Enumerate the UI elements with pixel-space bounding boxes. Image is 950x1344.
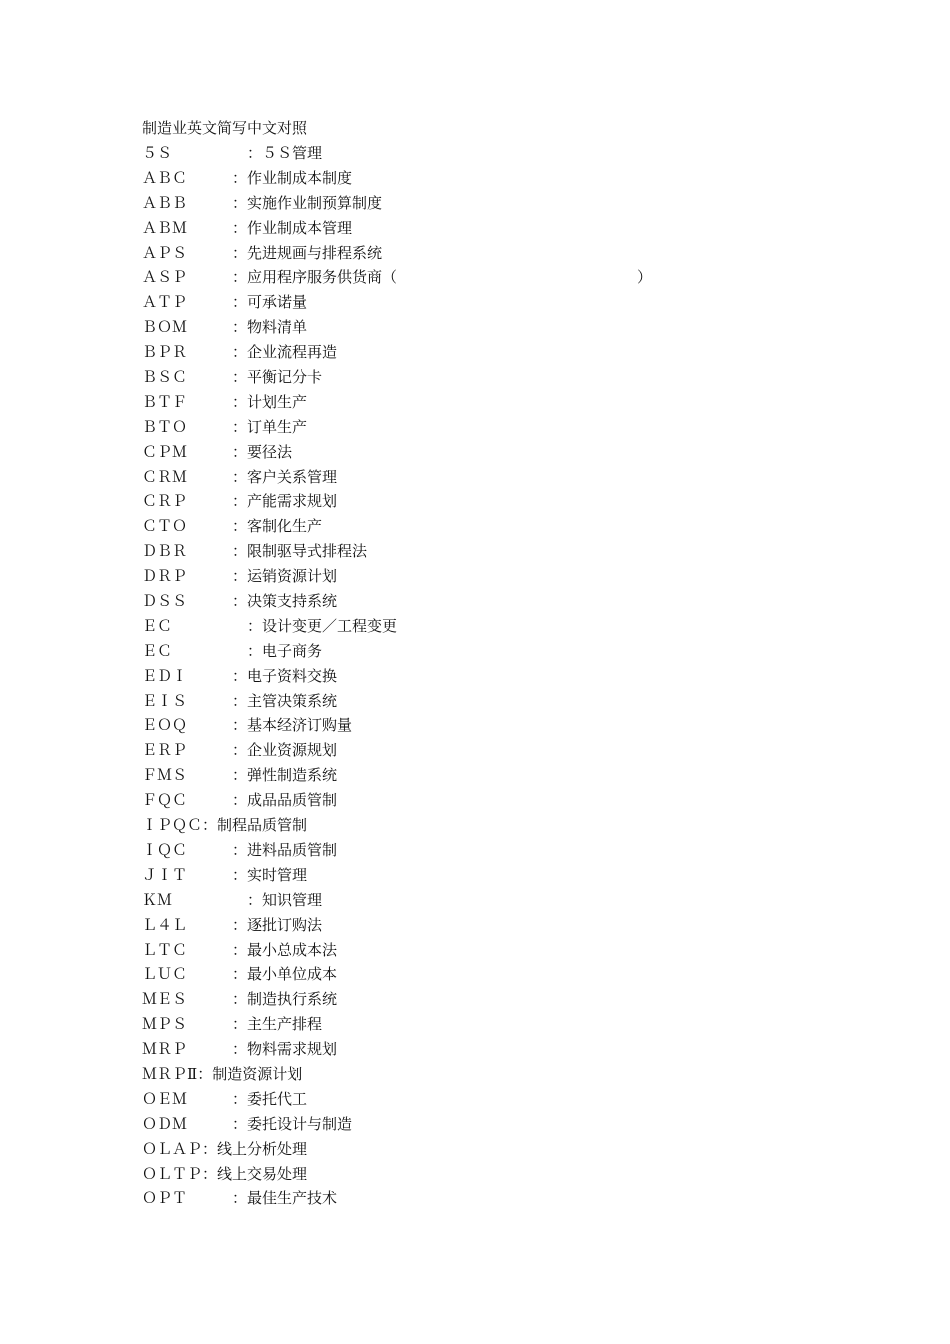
list-item: ＦＭＳ ：弹性制造系统: [142, 766, 338, 785]
list-item: ＯＬＡＰ：线上分析处理: [142, 1139, 308, 1158]
list-item: ＥＲＰ ：企业资源规划: [142, 741, 338, 760]
list-item: ＢＳＣ ：平衡记分卡: [142, 368, 323, 387]
list-item: ＡＳＰ ：应用程序服务供货商（ ）: [142, 268, 653, 287]
list-item: ＢＯＭ ：物料清单: [142, 318, 308, 337]
list-item: ＭＲＰ ：物料需求规划: [142, 1040, 338, 1059]
list-item: ＡＰＳ ：先进规画与排程系统: [142, 243, 383, 262]
abbreviation-list: [142, 142, 842, 1212]
list-item: ＣＰＭ ：要径法: [142, 442, 293, 461]
list-item: ＤＲＰ ：运销资源计划: [142, 567, 338, 586]
list-item: ＩＰＱＣ：制程品质管制: [142, 816, 308, 835]
list-item: ＣＴＯ ：客制化生产: [142, 517, 323, 536]
list-item: ＢＴＯ ：订单生产: [142, 417, 308, 436]
list-item: Ｌ４Ｌ ：逐批订购法: [142, 915, 323, 934]
list-item: ＥＯＱ ：基本经济订购量: [142, 716, 353, 735]
list-item: ＯＤＭ ：委托设计与制造: [142, 1114, 353, 1133]
list-item: ＬＴＣ ：最小总成本法: [142, 940, 338, 959]
list-item: ＯＰＴ ：最佳生产技术: [142, 1189, 338, 1208]
list-item: ＤＳＳ ：决策支持系统: [142, 592, 338, 611]
list-item: ＦＱＣ ：成品品质管制: [142, 791, 338, 810]
list-item: ＭＥＳ ：制造执行系统: [142, 990, 338, 1009]
list-item: ＥＤＩ ：电子资料交换: [142, 666, 338, 685]
list-item: ＤＢＲ ：限制驱导式排程法: [142, 542, 368, 561]
list-item: ＡＢＭ ：作业制成本管理: [142, 218, 353, 237]
list-item: ＡＢＣ ：作业制成本制度: [142, 168, 353, 187]
list-item: ＫＭ ：知识管理: [142, 890, 323, 909]
list-item: ＥＣ ：电子商务: [142, 641, 323, 660]
list-item: ＢＰＲ ：企业流程再造: [142, 343, 338, 362]
list-item: ＯＥＭ ：委托代工: [142, 1089, 308, 1108]
list-item: ＢＴＦ ：计划生产: [142, 392, 308, 411]
list-item: ＭＰＳ ：主生产排程: [142, 1015, 323, 1034]
list-item: ＣＲＭ ：客户关系管理: [142, 467, 338, 486]
list-item: ＥＣ ：设计变更／工程变更: [142, 616, 398, 635]
list-item: ＥＩＳ ：主管决策系统: [142, 691, 338, 710]
list-item: ＩＱＣ ：进料品质管制: [142, 840, 338, 859]
list-item: ＡＢＢ ：实施作业制预算制度: [142, 193, 383, 212]
list-item: ＭＲＰⅡ：制造资源计划: [142, 1064, 303, 1083]
list-item: ＬＵＣ ：最小单位成本: [142, 965, 338, 984]
list-item: ＡＴＰ ：可承诺量: [142, 293, 308, 312]
list-item: ＪＩＴ ：实时管理: [142, 865, 308, 884]
document-title: 制造业英文简写中文对照: [142, 119, 308, 137]
list-item: ５Ｓ ：５Ｓ管理: [142, 144, 323, 162]
list-item: ＯＬＴＰ：线上交易处理: [142, 1164, 308, 1183]
list-item: ＣＲＰ ：产能需求规划: [142, 492, 338, 511]
